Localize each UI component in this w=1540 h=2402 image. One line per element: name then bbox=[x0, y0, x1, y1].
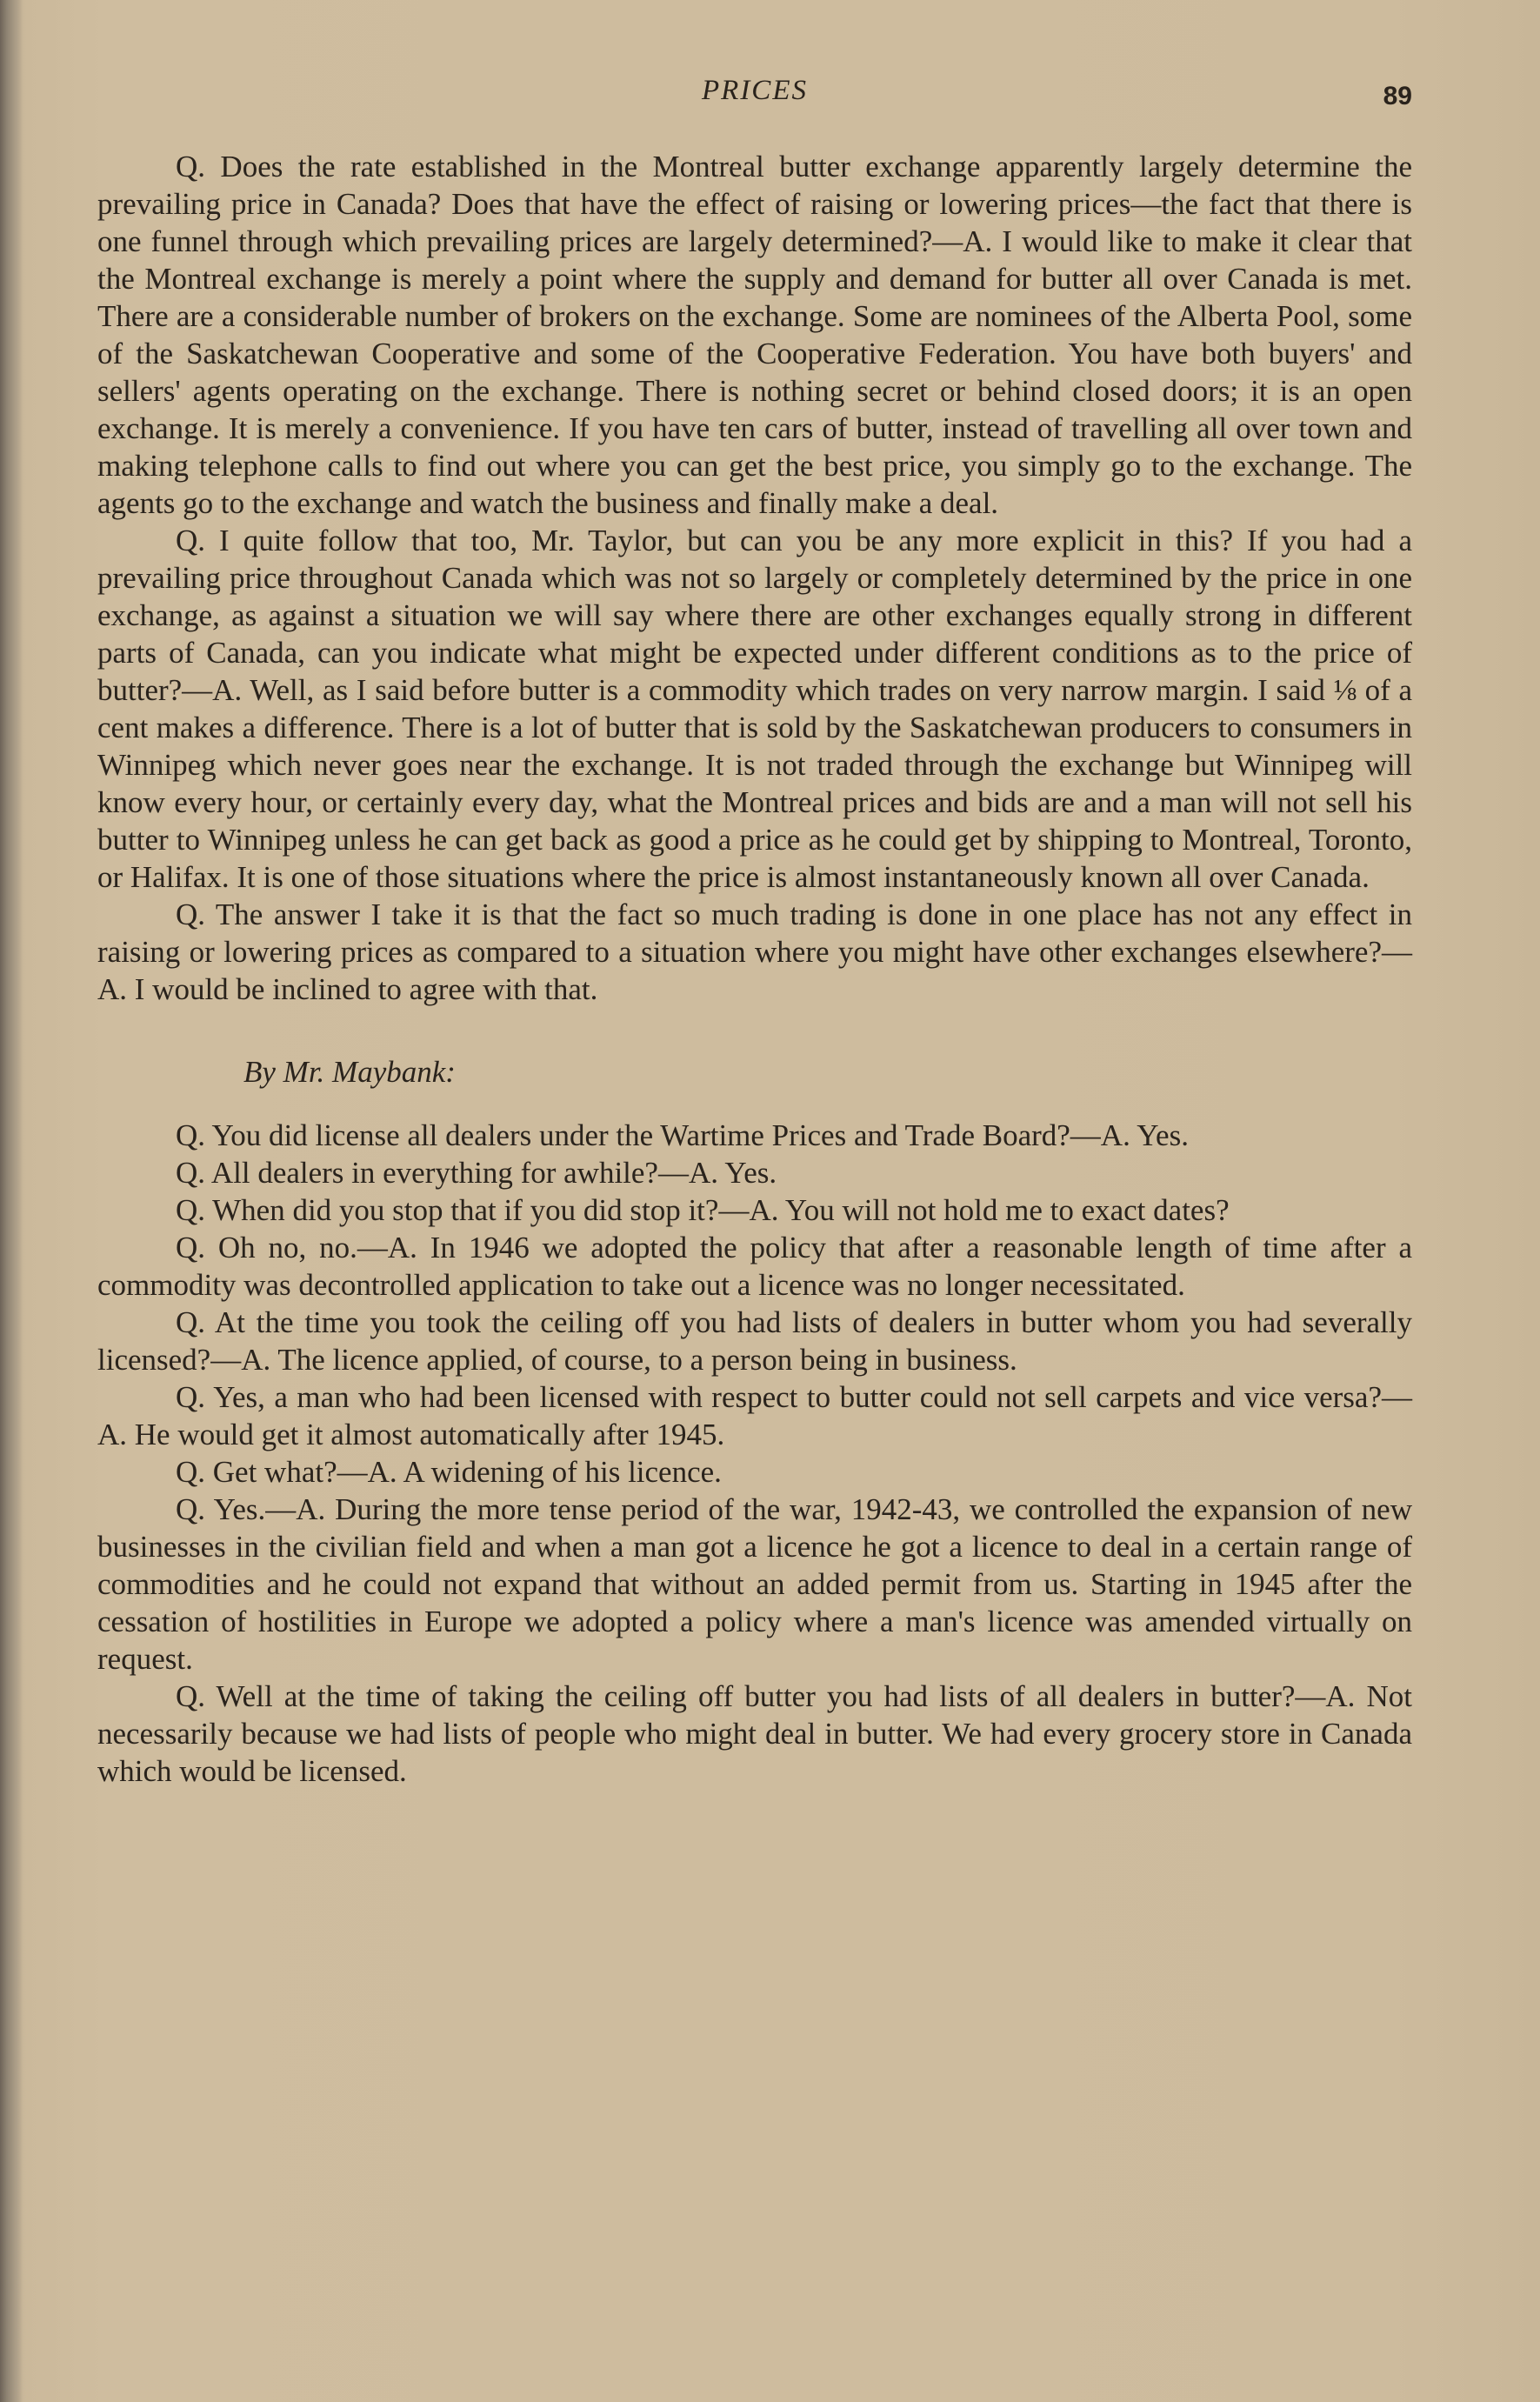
page-body bbox=[97, 148, 1412, 1790]
paragraph: Q. I quite follow that too, Mr. Taylor, but can you be any more explicit in this? If you had a prevailing price throughout Canada which was not so largely or completely determined by the price in one exchange, as against a situation we will say where there are other exchanges equally strong in different parts of Canada, can you indicate what might be expected under different conditions as to the price of butter?—A. Well, as I said before butter is a commodity which trades on very narrow margin. I said ⅛ of a cent makes a difference. There is a lot of butter that is sold by the Saskatchewan producers to consumers in Winnipeg which never goes near the exchange. It is not traded through the exchange but Winnipeg will know every hour, or certainly every day, what the Montreal prices and bids are and a man will not sell his butter to Winnipeg unless he can get back as good a price as he could get by shipping to Montreal, Toronto, or Halifax. It is one of those situations where the price is almost instantaneously known all over Canada. bbox=[97, 524, 1412, 894]
paragraph: Q. All dealers in everything for awhile?—A. Yes. bbox=[176, 1156, 777, 1190]
paragraph: Q. The answer I take it is that the fact so much trading is done in one place has not any effect in raising or lowering prices as compared to a situation where you might have other exchanges elsewhere?—A. I would be inclined to agree with that. bbox=[97, 897, 1412, 1006]
paragraph: Q. You did license all dealers under the Wartime Prices and Trade Board?—A. Yes. bbox=[176, 1118, 1189, 1152]
paragraph: Q. Oh no, no.—A. In 1946 we adopted the policy that after a reasonable length of time after a commodity was decontrolled application to take out a licence was no longer necessitated. bbox=[97, 1231, 1412, 1302]
book-binding-shadow bbox=[0, 0, 23, 2402]
speaker-heading: By Mr. Maybank: bbox=[243, 1055, 456, 1089]
paragraph: Q. When did you stop that if you did stop it?—A. You will not hold me to exact dates? bbox=[176, 1193, 1230, 1227]
paragraph: Q. Get what?—A. A widening of his licence. bbox=[176, 1455, 722, 1489]
paragraph: Q. Yes.—A. During the more tense period of the war, 1942-43, we controlled the expansion of new businesses in the civilian field and when a man got a licence he got a licence to deal in a certain range of commodities and he could not expand that without an added permit from us. Starting in 1945 after the cessation of hostilities in Europe we adopted a policy where a man's licence was amended virtually on request. bbox=[97, 1492, 1412, 1676]
running-head: PRICES bbox=[702, 75, 808, 106]
paragraph: Q. Yes, a man who had been licensed with respect to butter could not sell carpets and vice versa?—A. He would get it almost automatically after 1945. bbox=[97, 1380, 1412, 1451]
page-number: 89 bbox=[1383, 82, 1412, 110]
paragraph: Q. Well at the time of taking the ceiling off butter you had lists of all dealers in butter?—A. Not necessarily because we had lists of people who might deal in butter. We had every grocery store in Canada which would be licensed. bbox=[97, 1679, 1412, 1788]
paragraph: Q. At the time you took the ceiling off you had lists of dealers in butter whom you had severally licensed?—A. The licence applied, of course, to a person being in business. bbox=[97, 1305, 1412, 1377]
page-header bbox=[97, 75, 1412, 118]
paragraph: Q. Does the rate established in the Montreal butter exchange apparently largely determine the prevailing price in Canada? Does that have the effect of raising or lowering prices—the fact that there is one funnel through which prevailing prices are largely determined?—A. I would like to make it clear that the Montreal exchange is merely a point where the supply and demand for butter all over Canada is met. There are a considerable number of brokers on the exchange. Some are nominees of the Alberta Pool, some of the Saskatchewan Cooperative and some of the Cooperative Federation. You have both buyers' and sellers' agents operating on the exchange. There is nothing secret or behind closed doors; it is an open exchange. It is merely a convenience. If you have ten cars of butter, instead of travelling all over town and making telephone calls to find out where you can get the best price, you simply go to the exchange. The agents go to the exchange and watch the business and finally make a deal. bbox=[97, 150, 1412, 520]
